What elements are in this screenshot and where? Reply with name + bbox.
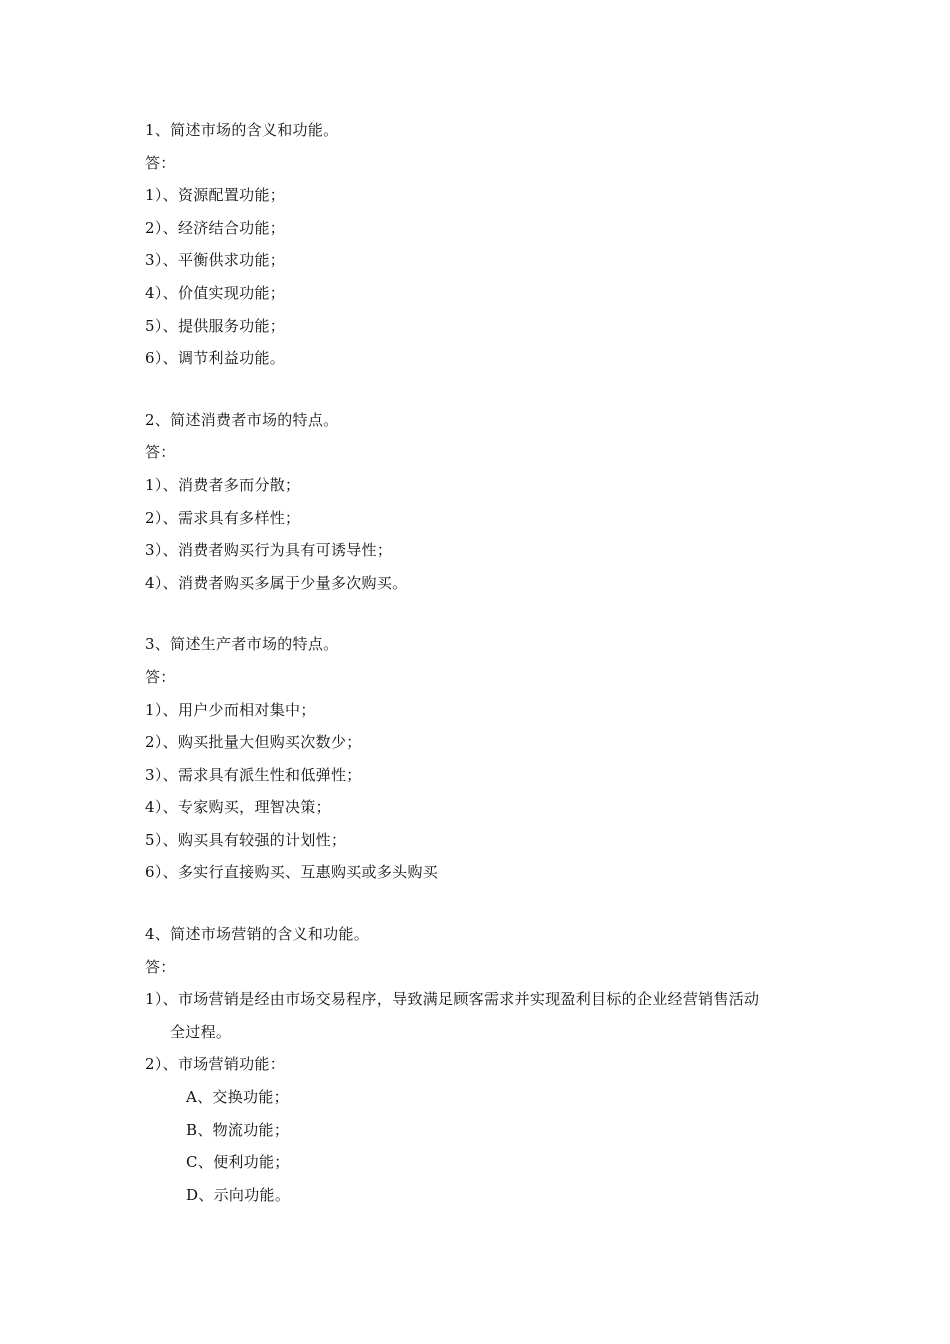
question-1-answer-label: 答： [145, 153, 176, 172]
question-3-answer-label: 答： [145, 667, 176, 686]
section-gap [145, 599, 825, 628]
question-1-item: 6）、调节利益功能。 [145, 349, 286, 368]
question-3-item: 3）、需求具有派生性和低弹性； [145, 765, 362, 784]
question-1-item: 2）、经济结合功能； [145, 218, 286, 237]
question-3-item: 4）、专家购买，理智决策； [145, 798, 331, 817]
question-2-item: 3）、消费者购买行为具有可诱导性； [145, 541, 393, 560]
question-3-item: 6）、多实行直接购买、互惠购买或多头购买 [145, 863, 439, 882]
question-4-title: 4、简述市场营销的含义和功能。 [145, 925, 370, 944]
question-4-subitem: D、示向功能。 [186, 1185, 291, 1204]
question-2-item: 4）、消费者购买多属于少量多次购买。 [145, 573, 408, 592]
question-2-item: 2）、需求具有多样性； [145, 508, 301, 527]
question-2-answer-label: 答： [145, 443, 176, 462]
question-4-subitem: B、物流功能； [186, 1120, 290, 1139]
question-1-item: 3）、平衡供求功能； [145, 251, 286, 270]
question-1-item: 1）、资源配置功能； [145, 186, 286, 205]
question-4-item-2: 2）、市场营销功能： [145, 1055, 286, 1074]
question-1-title: 1、简述市场的含义和功能。 [145, 121, 339, 139]
document-content [145, 114, 825, 1211]
question-2-item: 1）、消费者多而分散； [145, 475, 301, 494]
section-gap [145, 375, 825, 404]
section-gap [145, 889, 825, 918]
question-3-item: 1）、用户少而相对集中； [145, 700, 316, 719]
question-1-item: 5）、提供服务功能； [145, 316, 286, 335]
question-4-subitem: A、交换功能； [186, 1088, 289, 1107]
question-1-item: 4）、价值实现功能； [145, 283, 286, 302]
question-4-item-1: 1）、市场营销是经由市场交易程序，导致满足顾客需求并实现盈利目标的企业经营销售活动 [145, 990, 760, 1009]
question-4-answer-label: 答： [145, 957, 176, 976]
question-2-title: 2、简述消费者市场的特点。 [145, 410, 339, 429]
question-4-subitem: C、便利功能； [186, 1153, 290, 1172]
question-3-title: 3、简述生产者市场的特点。 [145, 635, 339, 654]
question-4-item-1-continuation: 全过程。 [170, 1022, 232, 1041]
question-3-item: 5）、购买具有较强的计划性； [145, 830, 347, 849]
question-3-item: 2）、购买批量大但购买次数少； [145, 733, 362, 752]
